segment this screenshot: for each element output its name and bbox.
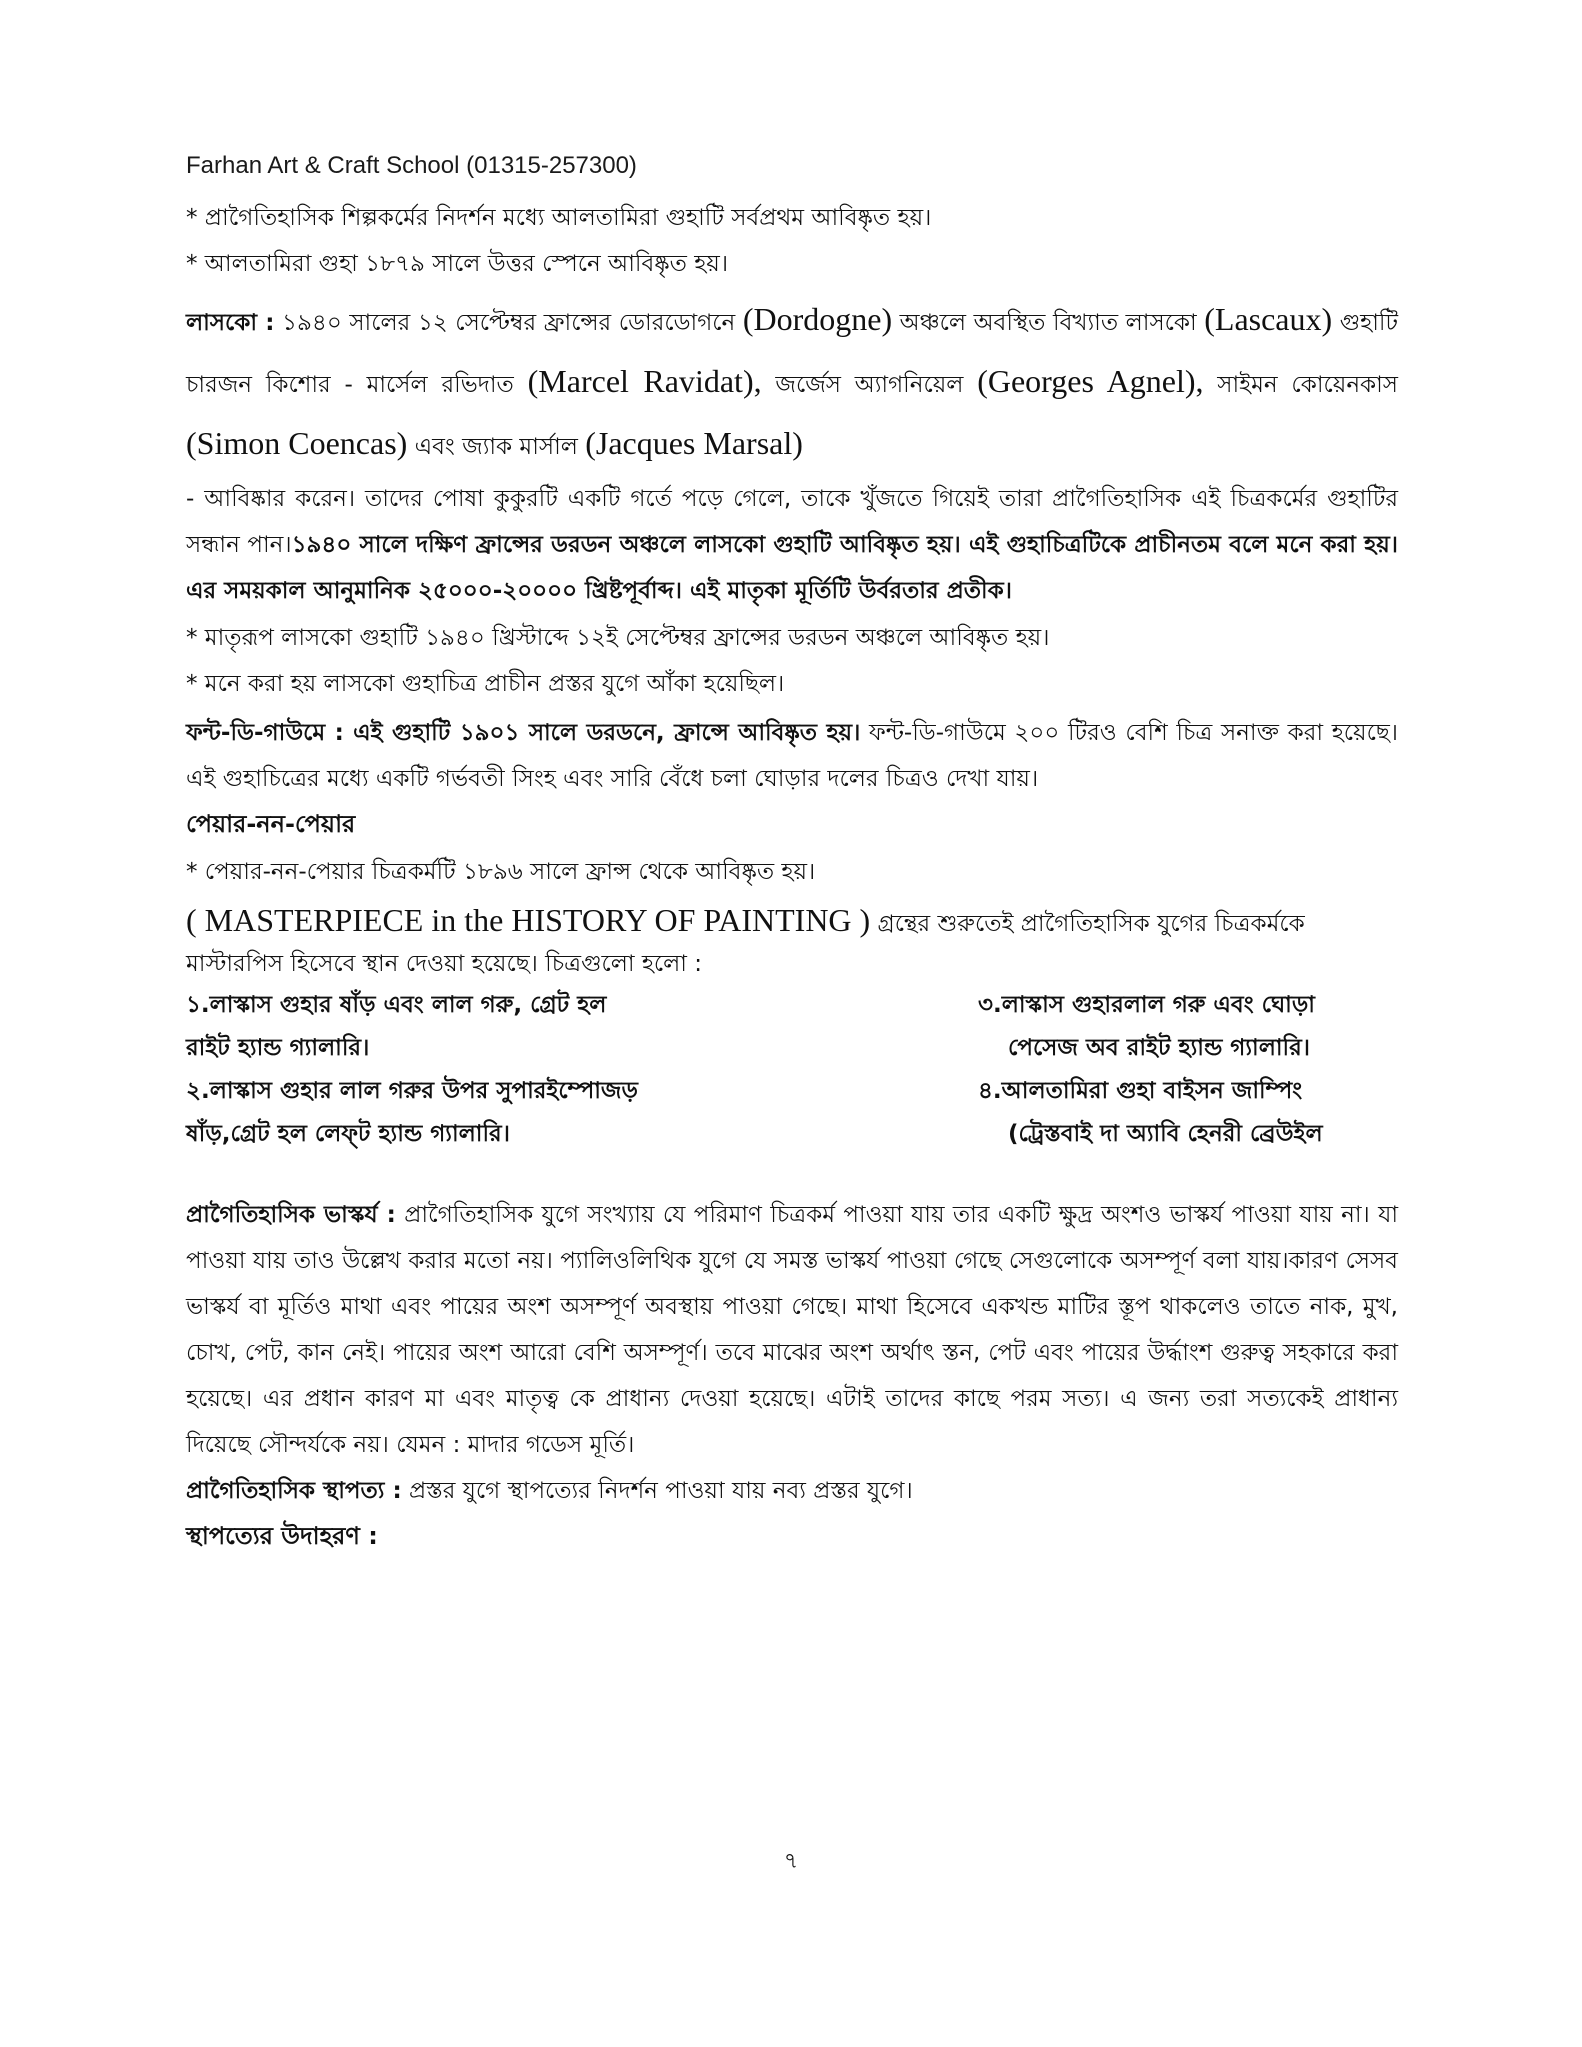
spacer: [186, 1156, 1398, 1192]
masterpiece-paragraph: [186, 900, 1398, 984]
lascaux-bold-tail: ১৯৪০ সালে দক্ষিণ ফ্রান্সের ডরডন অঞ্চলে লাসকো গুহাটি আবিষ্কৃত হয়। এই গুহাচিত্রটিকে প্রাচীনতম বলে মনে করা হয়। এর সময়কাল আনুমানিক ২৫০০০-২০০০০ খ্রিষ্টপূর্বাব্দ। এই মাতৃকা মূর্তিটি উর্বরতার প্রতীক।: [186, 532, 1399, 604]
list-item-2-line-2: ষাঁড়,গ্রেট হল লেফ্‌ট হ্যান্ড গ্যালারি।: [186, 1121, 510, 1147]
lascaux-text-4: জর্জেস অ্যাগনিয়েল: [761, 372, 978, 398]
lascaux-paragraph-continued: [186, 476, 1398, 614]
list-item-2-line-1: ২.লাস্কাস গুহার লাল গরুর উপর সুপারইম্পোজড়: [186, 1078, 638, 1104]
architecture-text: প্রস্তর যুগে স্থাপত্যের নিদর্শন পাওয়া যায় নব্য প্রস্তর যুগে।: [401, 1478, 913, 1504]
bullet-lascaux-stone-age: * মনে করা হয় লাসকো গুহাচিত্র প্রাচীন প্রস্তর যুগে আঁকা হয়েছিল।: [186, 671, 785, 697]
lascaux-en-agnel: (Georges Agnel),: [977, 363, 1204, 399]
lascaux-en-lascaux: (Lascaux): [1204, 301, 1333, 337]
lascaux-label: লাসকো :: [186, 310, 275, 336]
list-item-1-line-2: রাইট হ্যান্ড গ্যালারি।: [186, 1035, 370, 1061]
pair-non-pair-heading: পেয়ার-নন-পেয়ার: [186, 810, 356, 838]
list-item-4-line-1: ৪.আলতামিরা গুহা বাইসন জাম্পিং: [978, 1078, 1303, 1104]
architecture-paragraph: [186, 1468, 1398, 1514]
masterpiece-list: [186, 984, 1398, 1156]
bullet-altamira-1879: * আলতামিরা গুহা ১৮৭৯ সালে উত্তর স্পেনে আবিষ্কৃত হয়।: [186, 251, 729, 277]
architecture-label: প্রাগৈতিহাসিক স্থাপত্য :: [186, 1478, 402, 1504]
lascaux-text-5: সাইমন কোয়েনকাস: [1203, 372, 1398, 398]
sculpture-text: প্রাগৈতিহাসিক যুগে সংখ্যায় যে পরিমাণ চিত্রকর্ম পাওয়া যায় তার একটি ক্ষুদ্র অংশও ভাস্কর্য পাওয়া যায় না। যা পাওয়া যায় তাও উল্লেখ করার মতো নয়। প্যালিওলিথিক যুগে যে সমস্ত ভাস্কর্য পাওয়া গেছে সেগুলোকে অসম্পূর্ণ বলা যায়।কারণ সেসব ভাস্কর্য বা মূর্তিও মাথা এবং পায়ের অংশ অসম্পূর্ণ অবস্থায় পাওয়া গেছে। মাথা হিসেবে একখন্ড মাটির স্তূপ থাকলেও তাতে নাক, মুখ, চোখ, পেট, কান নেই। পায়ের অংশ আরো বেশি অসম্পূর্ণ। তবে মাঝের অংশ অর্থাৎ স্তন, পেট এবং পায়ের উর্দ্ধাংশ গুরুত্ব সহকারে করা হয়েছে। এর প্রধান কারণ মা এবং মাতৃত্ব কে প্রাধান্য দেওয়া হয়েছে। এটাই তাদের কাছে পরম সত্য। এ জন্য তরা সত্যকেই প্রাধান্য দিয়েছে সৌন্দর্যকে নয়। যেমন : মাদার গডেস মূর্তি।: [186, 1202, 1398, 1458]
bullet-pair-non-pair: * পেয়ার-নন-পেয়ার চিত্রকর্মটি ১৮৯৬ সালে ফ্রান্স থেকে আবিষ্কৃত হয়।: [186, 859, 816, 885]
font-de-gaume-text: ফন্ট-ডি-গাউমে ২০০ টিরও বেশি চিত্র সনাক্ত করা হয়েছে। এই গুহাচিত্রের মধ্যে একটি গর্ভবতী সিংহ এবং সারি বেঁধে চলা ঘোড়ার দলের চিত্রও দেখা যায়।: [186, 720, 1399, 792]
lascaux-en-coencas: (Simon Coencas): [186, 425, 408, 461]
list-item-4-line-2: (ট্রেস্তবাই দা অ্যাবি হেনরী ব্রেউইল: [1008, 1121, 1323, 1147]
page-number: ৭: [783, 1849, 799, 1874]
page-content: [186, 152, 1398, 1558]
school-header: Farhan Art & Craft School (01315-257300): [186, 152, 637, 179]
lascaux-text-1: ১৯৪০ সালের ১২ সেপ্টেম্বর ফ্রান্সের ডোরডোগনে: [274, 310, 743, 336]
masterpiece-book-title: ( MASTERPIECE in the HISTORY OF PAINTING ): [186, 902, 871, 938]
lascaux-paragraph: [186, 290, 1398, 476]
sculpture-label: প্রাগৈতিহাসিক ভাস্কর্য :: [186, 1202, 396, 1228]
lascaux-text-2: অঞ্চলে অবস্থিত বিখ্যাত লাসকো: [892, 310, 1205, 336]
sculpture-paragraph: [186, 1192, 1398, 1468]
masterpiece-text: গ্রন্থের শুরুতেই প্রাগৈতিহাসিক যুগের চিত্রকর্মকে মাস্টারপিস হিসেবে স্থান দেওয়া হয়েছে। চিত্রগুলো হলো :: [186, 911, 1305, 977]
masterpiece-list-left: [186, 984, 746, 1156]
lascaux-en-marsal: (Jacques Marsal): [585, 425, 803, 461]
masterpiece-list-right: [978, 984, 1398, 1156]
bullet-altamira-first: * প্রাগৈতিহাসিক শিল্পকর্মের নিদর্শন মধ্যে আলতামিরা গুহাটি সর্বপ্রথম আবিষ্কৃত হয়।: [186, 205, 932, 231]
lascaux-text-7: - আবিষ্কার করেন। তাদের পোষা কুকুরটি একটি গর্তে পড়ে গেলে, তাকে খুঁজতে গিয়েই তারা প্রাগৈতিহাসিক এই চিত্রকর্মের গুহাটির সন্ধান পান।: [186, 486, 1398, 558]
lascaux-text-6: এবং জ্যাক মার্সাল: [407, 434, 586, 460]
font-de-gaume-label: ফন্ট-ডি-গাউমে :: [186, 720, 344, 746]
list-item-1-line-1: ১.লাস্কাস গুহার ষাঁড় এবং লাল গরু, গ্রেট হল: [186, 992, 607, 1018]
lascaux-en-dordogne: (Dordogne): [742, 301, 893, 337]
font-de-gaume-paragraph: [186, 710, 1398, 802]
list-item-3-line-1: ৩.লাস্কাস গুহারলাল গরু এবং ঘোড়া: [978, 992, 1315, 1018]
architecture-examples-heading: স্থাপত্যের উদাহরণ :: [186, 1522, 378, 1550]
font-de-gaume-bold-text: এই গুহাটি ১৯০১ সালে ডরডনে, ফ্রান্সে আবিষ্কৃত হয়।: [343, 720, 861, 746]
lascaux-en-ravidat: (Marcel Ravidat),: [527, 363, 762, 399]
bullet-lascaux-mother: * মাতৃরূপ লাসকো গুহাটি ১৯৪০ খ্রিস্টাব্দে ১২ই সেপ্টেম্বর ফ্রান্সের ডরডন অঞ্চলে আবিষ্কৃত হয়।: [186, 625, 1050, 651]
list-item-3-line-2: পেসেজ অব রাইট হ্যান্ড গ্যালারি।: [1008, 1035, 1310, 1061]
lascaux-text-3: গুহাটি চারজন কিশোর - মার্সেল রভিদাত: [186, 310, 1398, 398]
